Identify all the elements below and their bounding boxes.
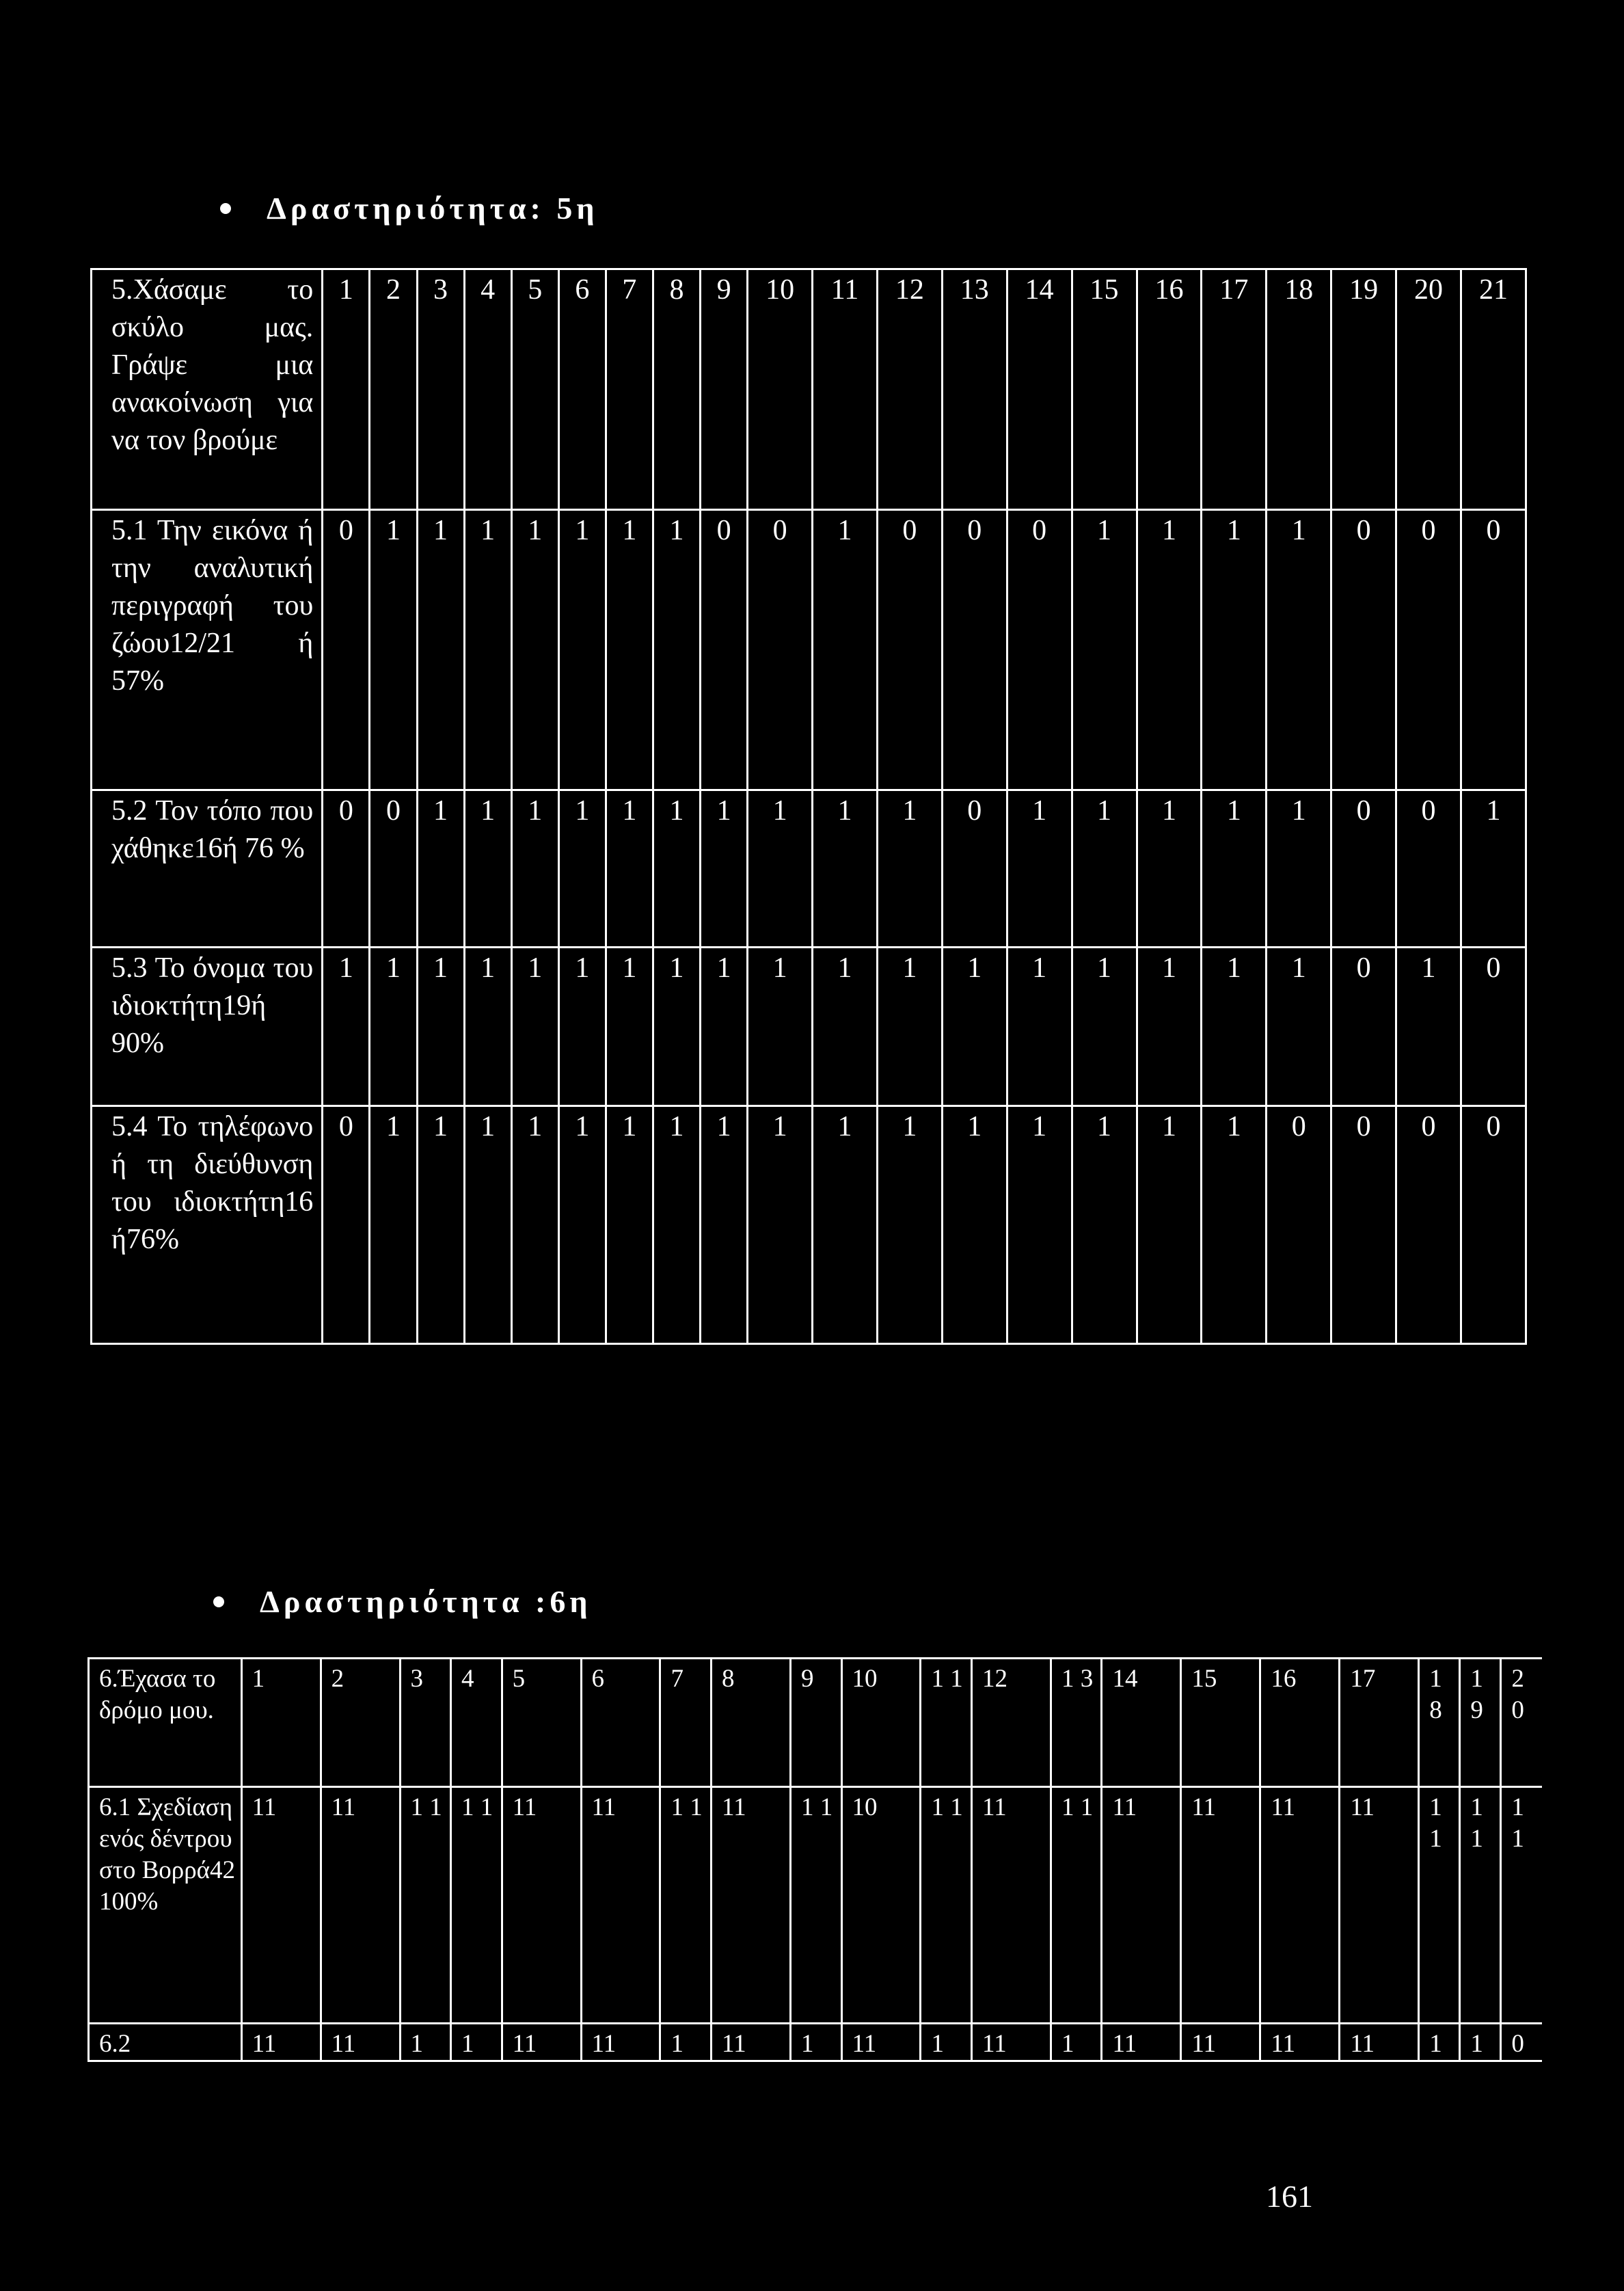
table-cell: 1 [701, 790, 748, 948]
table-cell: 1 [370, 510, 417, 790]
column-header: 1 [241, 1659, 321, 1787]
table-cell: 11 [1340, 1787, 1419, 2024]
column-header: 8 [712, 1659, 791, 1787]
column-header: 15 [1072, 269, 1137, 510]
column-header: 6 [581, 1659, 660, 1787]
page-number: 161 [1266, 2179, 1313, 2214]
table-cell: 1 [1267, 948, 1331, 1106]
table-cell: 1 [1007, 948, 1072, 1106]
table-cell: 1 [813, 948, 878, 1106]
table-cell: 11 [1260, 2024, 1340, 2061]
table-cell: 1 1 [790, 1787, 841, 2024]
table-cell: 0 [323, 790, 370, 948]
table-cell: 11 [241, 2024, 321, 2061]
table-cell: 1 [1072, 790, 1137, 948]
table-cell: 1 [511, 510, 558, 790]
table-cell: 1 [790, 2024, 841, 2061]
table-cell: 11 [502, 1787, 581, 2024]
table-cell: 1 [464, 790, 511, 948]
table-row [92, 790, 1526, 948]
column-header: 8 [653, 269, 700, 510]
row-label: 5.4 Το τηλέφωνο ή τη διεύθυνση του ιδιοκτήτη16 ή76% [92, 1106, 323, 1344]
table-cell: 1 1 [400, 1787, 451, 2024]
table-cell: 1 1 [1419, 1787, 1460, 2024]
column-header: 3 [417, 269, 464, 510]
table-cell: 0 [701, 510, 748, 790]
table-cell: 1 [748, 790, 813, 948]
table-cell: 0 [1007, 510, 1072, 790]
table-cell: 0 [748, 510, 813, 790]
table-cell: 11 [321, 1787, 400, 2024]
activity-5-title: Δραστηριότητα: 5η [267, 191, 599, 226]
column-header: 1 1 [921, 1659, 972, 1787]
table-cell: 1 [813, 790, 878, 948]
table-cell: 0 [942, 510, 1007, 790]
table-cell: 1 [1137, 1106, 1202, 1344]
column-header: 9 [701, 269, 748, 510]
table-cell: 1 [451, 2024, 502, 2061]
table-cell: 1 [921, 2024, 972, 2061]
table-cell: 1 [1007, 790, 1072, 948]
table-cell: 0 [1461, 1106, 1526, 1344]
table-cell: 1 [1267, 510, 1331, 790]
table-row [89, 1787, 1543, 2024]
table-cell: 0 [370, 790, 417, 948]
table-cell: 1 1 [1460, 1787, 1501, 2024]
table-cell: 1 [1051, 2024, 1102, 2061]
table-cell: 1 [877, 790, 942, 948]
table-cell: 1 [701, 1106, 748, 1344]
table-cell: 1 [942, 1106, 1007, 1344]
column-header: 17 [1202, 269, 1267, 510]
table-cell: 0 [1331, 1106, 1396, 1344]
column-header: 11 [813, 269, 878, 510]
column-header: 13 [942, 269, 1007, 510]
table-cell: 1 [813, 1106, 878, 1344]
table-cell: 1 [1202, 790, 1267, 948]
activity-5-heading [220, 190, 599, 226]
table-cell: 11 [712, 1787, 791, 2024]
table-cell: 1 [1137, 510, 1202, 790]
column-header: 15 [1181, 1659, 1260, 1787]
table-cell: 1 [558, 790, 606, 948]
column-header: 5 [502, 1659, 581, 1787]
table-cell: 1 [1419, 2024, 1460, 2061]
table-cell: 0 [323, 1106, 370, 1344]
table-cell: 11 [1181, 2024, 1260, 2061]
column-header: 3 [400, 1659, 451, 1787]
table-row [92, 510, 1526, 790]
column-header: 2 0 [1501, 1659, 1542, 1787]
column-header: 21 [1461, 269, 1526, 510]
column-header: 5 [511, 269, 558, 510]
table-row [92, 1106, 1526, 1344]
table-cell: 1 [606, 1106, 653, 1344]
column-header: 16 [1260, 1659, 1340, 1787]
column-header: 12 [877, 269, 942, 510]
table-cell: 1 [748, 1106, 813, 1344]
table-cell: 11 [1340, 2024, 1419, 2061]
table-cell: 1 1 [660, 1787, 712, 2024]
table-cell: 0 [1396, 510, 1461, 790]
column-header: 4 [464, 269, 511, 510]
table-cell: 1 [653, 948, 700, 1106]
table-cell: 1 [558, 510, 606, 790]
column-header: 18 [1267, 269, 1331, 510]
table-cell: 11 [1260, 1787, 1340, 2024]
table-cell: 0 [1396, 790, 1461, 948]
table-cell: 1 [813, 510, 878, 790]
table-cell: 1 [748, 948, 813, 1106]
table-header-row [89, 1659, 1543, 1787]
column-header: 17 [1340, 1659, 1419, 1787]
table-cell: 0 [1331, 948, 1396, 1106]
table-cell: 11 [1102, 2024, 1181, 2061]
table-cell: 1 [400, 2024, 451, 2061]
table-cell: 0 [877, 510, 942, 790]
table-cell: 1 [606, 510, 653, 790]
table-cell: 1 [660, 2024, 712, 2061]
table-cell: 1 [370, 1106, 417, 1344]
table-cell: 1 [511, 948, 558, 1106]
table-cell: 1 [606, 790, 653, 948]
column-header: 20 [1396, 269, 1461, 510]
row-label: 6.1 Σχεδίαση ενός δέντρου στο Βορρά42 100% [89, 1787, 242, 2024]
table-cell: 0 [323, 510, 370, 790]
table-cell: 11 [841, 2024, 921, 2061]
table-cell: 1 [1460, 2024, 1501, 2061]
table-cell: 1 [653, 1106, 700, 1344]
table-cell: 0 [1331, 510, 1396, 790]
table-cell: 11 [581, 1787, 660, 2024]
table-cell: 1 1 [1501, 1787, 1542, 2024]
column-header: 1 9 [1460, 1659, 1501, 1787]
activity-6-heading [213, 1583, 592, 1620]
table-cell: 1 [1396, 948, 1461, 1106]
table-cell: 1 [1202, 948, 1267, 1106]
bullet-icon [213, 1596, 224, 1607]
table-cell: 11 [971, 2024, 1051, 2061]
column-header: 14 [1007, 269, 1072, 510]
table-cell: 1 [323, 948, 370, 1106]
table-header-row [92, 269, 1526, 510]
table-cell: 11 [971, 1787, 1051, 2024]
row-label: 5.Χάσαμε το σκύλο μας. Γράψε μια ανακοίνωση για να τον βρούμε [92, 269, 323, 510]
column-header: 1 3 [1051, 1659, 1102, 1787]
table-cell: 1 [877, 1106, 942, 1344]
table-row [89, 2024, 1543, 2061]
column-header: 16 [1137, 269, 1202, 510]
table-cell: 1 1 [921, 1787, 972, 2024]
table-cell: 1 1 [451, 1787, 502, 2024]
table-cell: 1 [511, 1106, 558, 1344]
table-cell: 11 [321, 2024, 400, 2061]
table-cell: 1 [417, 510, 464, 790]
row-label: 6.2 [89, 2024, 242, 2061]
column-header: 12 [971, 1659, 1051, 1787]
column-header: 4 [451, 1659, 502, 1787]
table-cell: 11 [712, 2024, 791, 2061]
column-header: 1 [323, 269, 370, 510]
table-cell: 1 [653, 510, 700, 790]
table-cell: 1 [511, 790, 558, 948]
table-cell: 0 [1501, 2024, 1542, 2061]
table-cell: 1 [1007, 1106, 1072, 1344]
table-cell: 1 [1461, 790, 1526, 948]
table-cell: 11 [581, 2024, 660, 2061]
table-cell: 0 [1396, 1106, 1461, 1344]
table-cell: 1 [1202, 510, 1267, 790]
table-cell: 0 [1267, 1106, 1331, 1344]
table-cell: 1 [653, 790, 700, 948]
table-cell: 1 [370, 948, 417, 1106]
table-cell: 0 [1461, 510, 1526, 790]
table-cell: 1 [417, 948, 464, 1106]
table-cell: 1 [606, 948, 653, 1106]
column-header: 2 [370, 269, 417, 510]
column-header: 9 [790, 1659, 841, 1787]
table-cell: 1 [417, 790, 464, 948]
table-cell: 1 [1072, 1106, 1137, 1344]
column-header: 7 [606, 269, 653, 510]
table-cell: 0 [1331, 790, 1396, 948]
table-cell: 1 [417, 1106, 464, 1344]
column-header: 19 [1331, 269, 1396, 510]
table-cell: 1 [464, 510, 511, 790]
table-cell: 1 [942, 948, 1007, 1106]
column-header: 14 [1102, 1659, 1181, 1787]
row-label: 6.Έχασα το δρόμο μου. [89, 1659, 242, 1787]
activity-5-table [90, 268, 1527, 1345]
bullet-icon [220, 203, 231, 214]
table-cell: 1 [1202, 1106, 1267, 1344]
table-cell: 1 [558, 948, 606, 1106]
table-cell: 1 [1137, 790, 1202, 948]
activity-6-title: Δραστηριότητα :6η [260, 1584, 592, 1619]
activity-6-table [87, 1657, 1542, 2062]
table-cell: 1 [464, 948, 511, 1106]
table-cell: 10 [841, 1787, 921, 2024]
row-label: 5.2 Τον τόπο που χάθηκε16ή 76 % [92, 790, 323, 948]
table-cell: 1 1 [1051, 1787, 1102, 2024]
table-cell: 11 [1181, 1787, 1260, 2024]
table-cell: 0 [942, 790, 1007, 948]
column-header: 7 [660, 1659, 712, 1787]
table-cell: 1 [464, 1106, 511, 1344]
table-cell: 11 [241, 1787, 321, 2024]
column-header: 10 [841, 1659, 921, 1787]
table-cell: 1 [1072, 510, 1137, 790]
table-cell: 0 [1461, 948, 1526, 1106]
row-label: 5.1 Την εικόνα ή την αναλυτική περιγραφή του ζώου12/21 ή 57% [92, 510, 323, 790]
table-cell: 1 [1267, 790, 1331, 948]
table-cell: 1 [877, 948, 942, 1106]
table-row [92, 948, 1526, 1106]
table-cell: 1 [701, 948, 748, 1106]
column-header: 10 [748, 269, 813, 510]
column-header: 1 8 [1419, 1659, 1460, 1787]
column-header: 2 [321, 1659, 400, 1787]
table-cell: 1 [558, 1106, 606, 1344]
table-cell: 11 [1102, 1787, 1181, 2024]
column-header: 6 [558, 269, 606, 510]
table-cell: 11 [502, 2024, 581, 2061]
table-cell: 1 [1137, 948, 1202, 1106]
table-cell: 1 [1072, 948, 1137, 1106]
row-label: 5.3 Το όνομα του ιδιοκτήτη19ή 90% [92, 948, 323, 1106]
